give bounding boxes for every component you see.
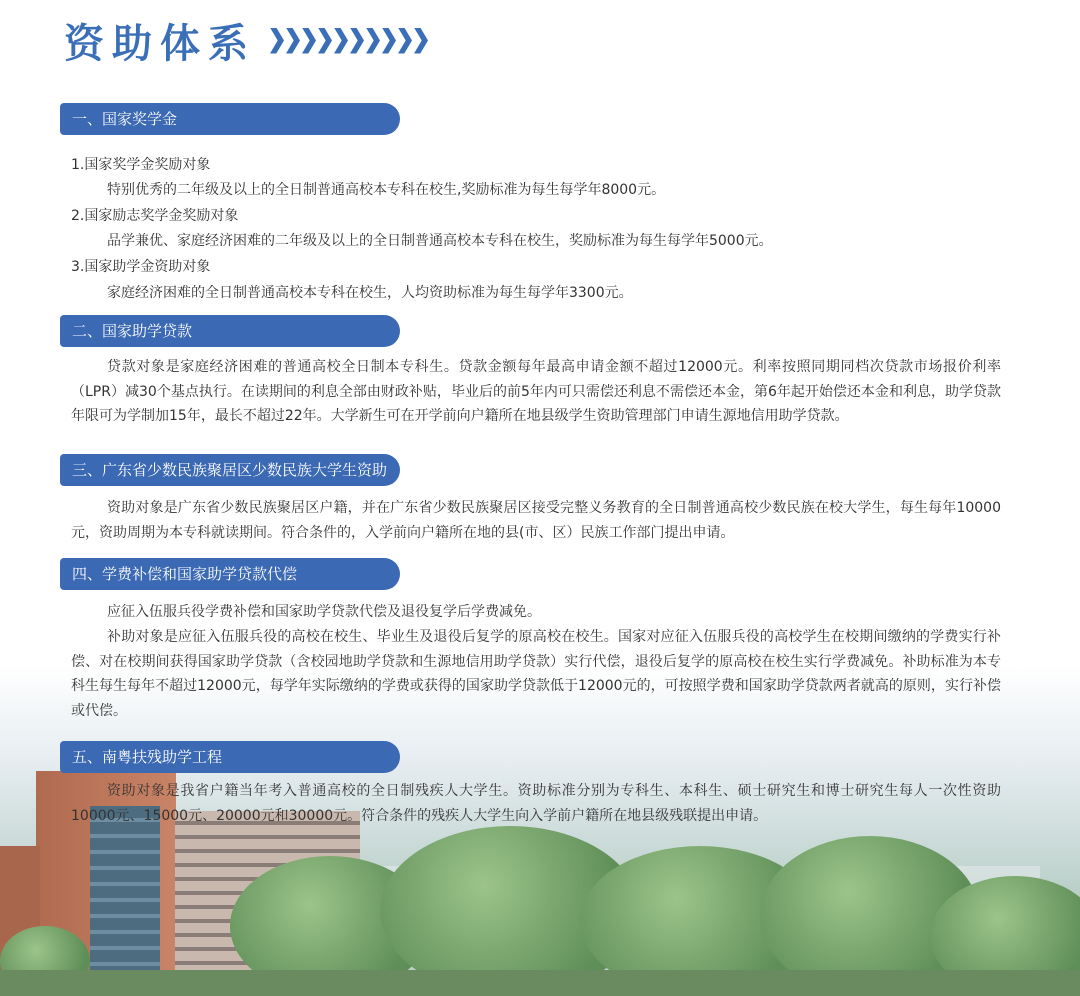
section-heading-1: 一、国家奖学金	[60, 103, 400, 135]
chevron-decoration-icon	[270, 28, 430, 54]
section-paragraph: 资助对象是广东省少数民族聚居区户籍，并在广东省少数民族聚居区接受完整义务教育的全日制普通高校少数民族在校大学生，每生每年10000元，资助周期为本专科就读期间。符合条件的，入学前向户籍所在地的县(市、区）民族工作部门提出申请。	[71, 500, 1001, 541]
item-text: 家庭经济困难的全日制普通高校本专科在校生，人均资助标准为每生每学年3300元。	[107, 285, 633, 301]
item-title: 1.国家奖学金奖励对象	[71, 157, 211, 173]
section-heading-3: 三、广东省少数民族聚居区少数民族大学生资助	[60, 454, 400, 486]
item-title: 3.国家助学金资助对象	[71, 259, 211, 275]
section-paragraph: 应征入伍服兵役学费补偿和国家助学贷款代偿及退役复学后学费减免。	[107, 604, 541, 620]
section-heading-4: 四、学费补偿和国家助学贷款代偿	[60, 558, 400, 590]
section-heading-2: 二、国家助学贷款	[60, 315, 400, 347]
section-paragraph: 资助对象是我省户籍当年考入普通高校的全日制残疾人大学生。资助标准分别为专科生、本科生、硕士研究生和博士研究生每人一次性资助10000元、15000元、20000元和30000元。符合条件的残疾人大学生向入学前户籍所在地县级残联提出申请。	[71, 783, 1001, 824]
building	[90, 806, 160, 996]
section-paragraph: 贷款对象是家庭经济困难的普通高校全日制本专科生。贷款金额每年最高申请金额不超过12000元。利率按照同期同档次贷款市场报价利率（LPR）减30个基点执行。在读期间的利息全部由财政补贴，毕业后的前5年内可只需偿还利息不需偿还本金，第6年起开始偿还本金和利息，助学贷款年限可为学制加15年，最长不超过22年。大学新生可在开学前向户籍所在地县级学生资助管理部门申请生源地信用助学贷款。	[71, 359, 1001, 424]
page-title: 资助体系	[64, 21, 256, 67]
section-paragraph: 补助对象是应征入伍服兵役的高校在校生、毕业生及退役后复学的原高校在校生。国家对应征入伍服兵役的高校学生在校期间缴纳的学费实行补偿、对在校期间获得国家助学贷款（含校园地助学贷款和生源地信用助学贷款）实行代偿，退役后复学的原高校在校生实行学费减免。补助标准为本专科生每生每年不超过12000元，每学年实际缴纳的学费或获得的国家助学贷款低于12000元的，可按照学费和国家助学贷款两者就高的原则，实行补偿或代偿。	[71, 629, 1001, 719]
section-heading-5: 五、南粤扶残助学工程	[60, 741, 400, 773]
page-header	[64, 12, 430, 69]
item-title: 2.国家励志奖学金奖励对象	[71, 208, 239, 224]
item-text: 品学兼优、家庭经济困难的二年级及以上的全日制普通高校本专科在校生，奖励标准为每生每学年5000元。	[107, 233, 773, 249]
ground	[0, 970, 1080, 996]
item-text: 特别优秀的二年级及以上的全日制普通高校本专科在校生,奖励标准为每生每学年8000元。	[107, 182, 666, 198]
